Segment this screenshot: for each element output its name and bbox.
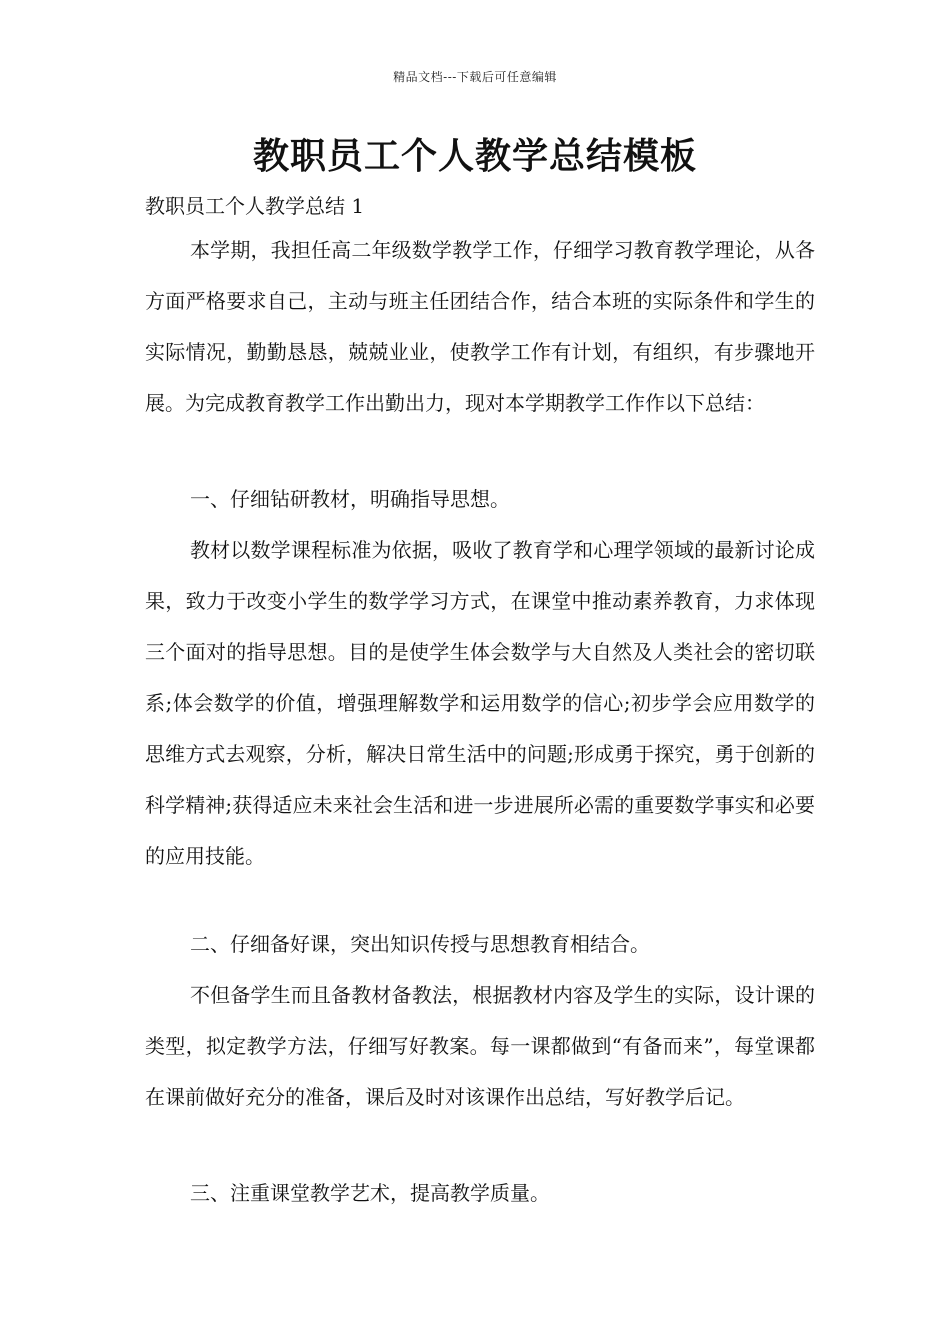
section-heading-one: 一、仔细钻研教材，明确指导思想。 — [190, 487, 510, 511]
section-heading-three: 三、注重课堂教学艺术，提高教学质量。 — [190, 1181, 550, 1205]
intro-paragraph: 本学期，我担任高二年级数学教学工作，仔细学习教育教学理论，从各方面严格要求自己，主动与班主任团结合作，结合本班的实际条件和学生的实际情况，勤勤恳恳，兢兢业业，使教学工作有计划，有组织，有步骤地开展。为完成教育教学工作出勤出力，现对本学期教学工作作以下总结： — [145, 238, 815, 415]
section-two-paragraph: 不但备学生而且备教材备教法，根据教材内容及学生的实际，设计课的类型，拟定教学方法，仔细写好教案。每一课都做到“有备而来”，每堂课都在课前做好充分的准备，课后及时对该课作出总结，写好教学后记。 — [145, 983, 815, 1109]
page-title: 教职员工个人教学总结模板 — [252, 136, 697, 177]
section-heading-two: 二、仔细备好课，突出知识传授与思想教育相结合。 — [190, 932, 650, 956]
section-one-paragraph: 教材以数学课程标准为依据，吸收了教育学和心理学领域的最新讨论成果，致力于改变小学生的数学学习方式，在课堂中推动素养教育，力求体现三个面对的指导思想。目的是使学生体会数学与大自然及人类社会的密切联系;体会数学的价值，增强理解数学和运用数学的信心;初步学会应用数学的思维方式去观察，分析，解决日常生活中的问题;形成勇于探究，勇于创新的科学精神;获得适应未来社会生活和进一步进展所必需的重要数学事实和必要的应用技能。 — [145, 538, 815, 868]
section-subtitle: 教职员工个人教学总结 1 — [145, 194, 365, 218]
header-note: 精品文档---下载后可任意编辑 — [393, 70, 557, 84]
